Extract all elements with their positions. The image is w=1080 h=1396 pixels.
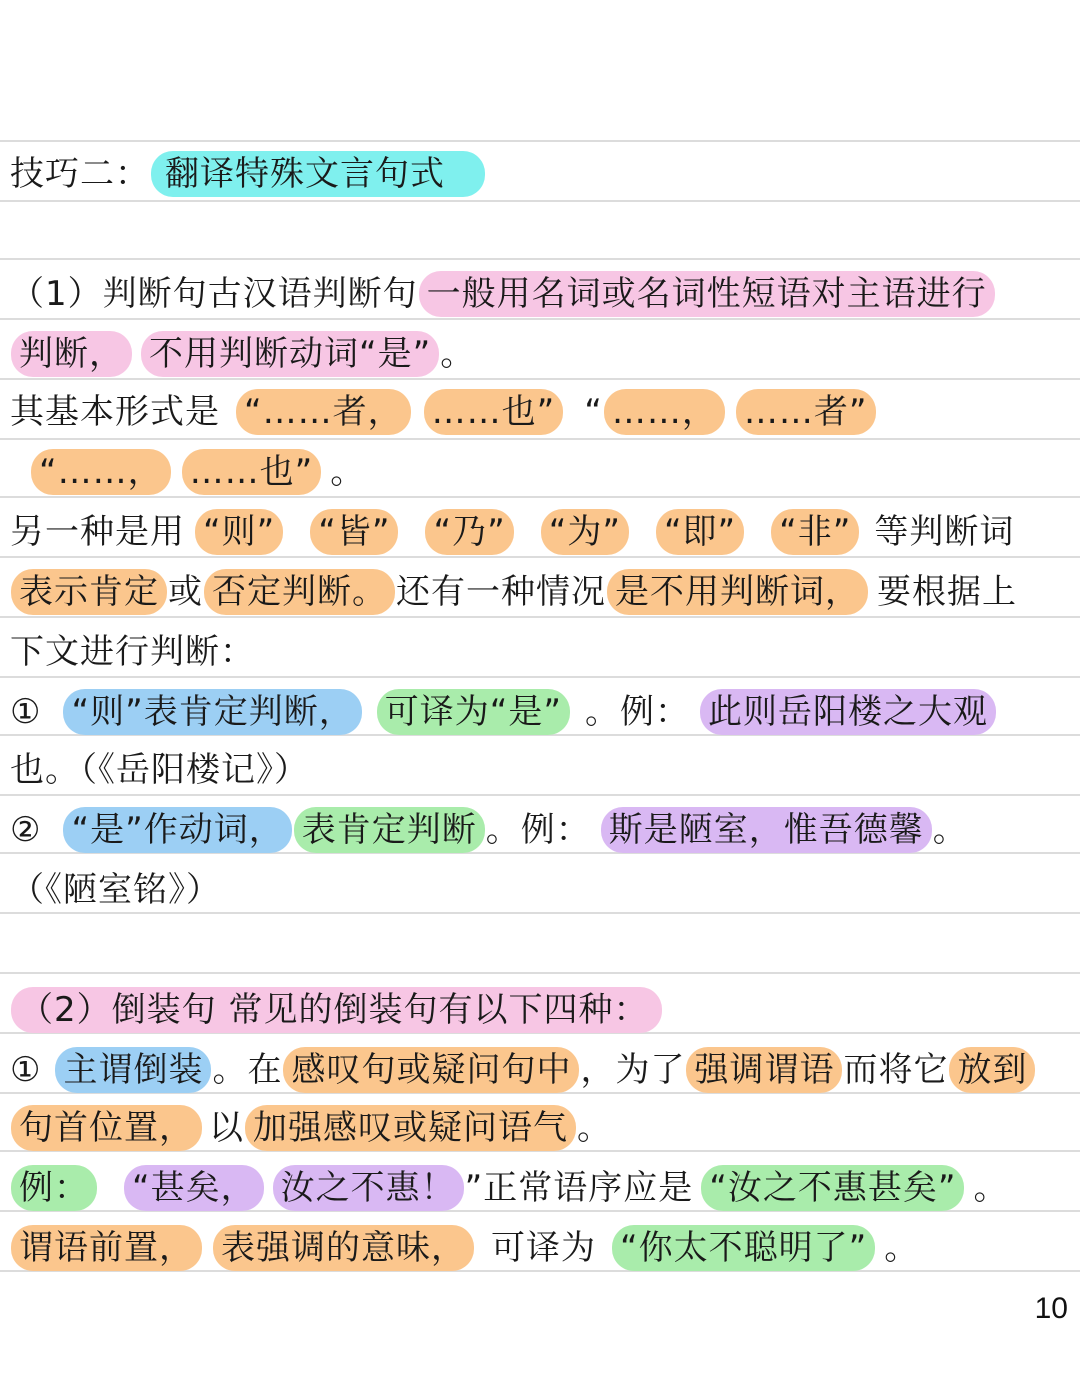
highlight: “汝之不惠甚矣”: [701, 1165, 964, 1211]
text: （《陋室铭》）: [10, 870, 221, 910]
text: ，为了: [580, 1050, 686, 1090]
highlight: “则”表肯定判断，: [63, 689, 361, 735]
text: 另一种是用: [10, 512, 185, 552]
number-marker: ①: [10, 692, 42, 732]
highlight: 一般用名词或名词性短语对主语进行: [419, 271, 995, 317]
text: 下文进行判断：: [10, 632, 255, 672]
highlight: “甚矣，: [124, 1165, 264, 1211]
highlight: “……者，: [236, 389, 411, 435]
highlight: 表肯定判断: [294, 807, 485, 853]
text: 其基本形式是: [10, 392, 220, 432]
s1-line6: [10, 564, 1017, 620]
word-highlight: “非”: [771, 509, 859, 555]
highlight: “是”作动词，: [63, 807, 291, 853]
highlight: 感叹句或疑问句中: [283, 1047, 579, 1093]
highlight: “……，: [31, 449, 171, 495]
text: 。在: [212, 1050, 283, 1090]
ruled-line: [0, 972, 1080, 974]
text: 还有一种情况: [396, 572, 606, 612]
s2-line2: [10, 1042, 1036, 1098]
s1-line1: [10, 266, 996, 322]
highlight: 判断，: [11, 331, 132, 377]
word-highlight: “为”: [541, 509, 629, 555]
highlight: 汝之不惠！: [273, 1165, 464, 1211]
highlight: 可译为“是”: [377, 689, 570, 735]
text: 。例：: [584, 692, 690, 732]
word-highlight: “乃”: [425, 509, 513, 555]
highlight: 加强感叹或疑问语气: [245, 1105, 576, 1151]
s1-line7: [10, 624, 255, 680]
s2-line5: [10, 1220, 919, 1276]
text: ”正常语序应是: [464, 1168, 694, 1208]
text: 而将它: [843, 1050, 949, 1090]
number-marker: ①: [10, 1050, 42, 1090]
s1-line2: [10, 326, 475, 382]
highlight: ……，: [604, 389, 725, 435]
highlight: 例：: [11, 1165, 97, 1211]
s1-line11: [10, 862, 221, 918]
text: 也。（《岳阳楼记》）: [10, 750, 309, 790]
text: 要根据上: [877, 572, 1017, 612]
word-highlight: “即”: [656, 509, 744, 555]
ruled-line: [0, 258, 1080, 260]
text: 等判断词: [874, 512, 1015, 552]
text: 或: [168, 572, 203, 612]
highlight: 主谓倒装: [55, 1047, 211, 1093]
s1-line10: [10, 802, 968, 858]
text: 。例：: [485, 810, 591, 850]
highlight: ……也”: [424, 389, 564, 435]
s1-line9: [10, 742, 309, 798]
s2-line1: [10, 982, 663, 1038]
text: 。: [973, 1168, 1009, 1208]
text: 。: [884, 1228, 920, 1268]
text: 。: [330, 452, 366, 492]
highlight: 谓语前置，: [11, 1225, 202, 1271]
text: 。: [440, 334, 476, 374]
highlight: ……也”: [182, 449, 322, 495]
s1-line5: [10, 504, 1014, 560]
s1-line8: [10, 684, 997, 740]
highlight: ……者”: [736, 389, 876, 435]
text: 可译为: [491, 1228, 596, 1268]
text: （1）判断句古汉语判断句: [10, 274, 418, 314]
highlight: “你太不聪明了”: [612, 1225, 875, 1271]
ruled-line: [0, 140, 1080, 142]
highlight: 放到: [949, 1047, 1035, 1093]
highlight: 句首位置，: [11, 1105, 202, 1151]
text: “: [584, 392, 603, 432]
text: 以: [209, 1108, 244, 1148]
number-marker: ②: [10, 810, 42, 850]
highlight: 是不用判断词，: [607, 569, 868, 615]
highlight: 表强调的意味，: [213, 1225, 474, 1271]
s2-line3: [10, 1100, 612, 1156]
tip-title: [10, 146, 486, 202]
highlight: 否定判断。: [204, 569, 395, 615]
page-number: 10: [1034, 1292, 1068, 1325]
s2-line4: [10, 1160, 1008, 1216]
text: 。: [577, 1108, 612, 1148]
highlight: 不用判断动词“是”: [141, 331, 439, 377]
highlight: 表示肯定: [11, 569, 167, 615]
word-highlight: “皆”: [310, 509, 398, 555]
highlight: 斯是陋室，惟吾德馨: [601, 807, 932, 853]
s1-line4: [30, 444, 365, 500]
text: 。: [932, 810, 968, 850]
highlight: （2）倒装句 常见的倒装句有以下四种：: [11, 987, 662, 1033]
highlight: 此则岳阳楼之大观: [700, 689, 996, 735]
tip-highlight: 翻译特殊文言句式: [151, 151, 485, 197]
highlight: 强调谓语: [686, 1047, 842, 1093]
word-highlight: “则”: [195, 509, 283, 555]
s1-line3: [10, 384, 877, 440]
tip-label: 技巧二：: [10, 154, 150, 194]
